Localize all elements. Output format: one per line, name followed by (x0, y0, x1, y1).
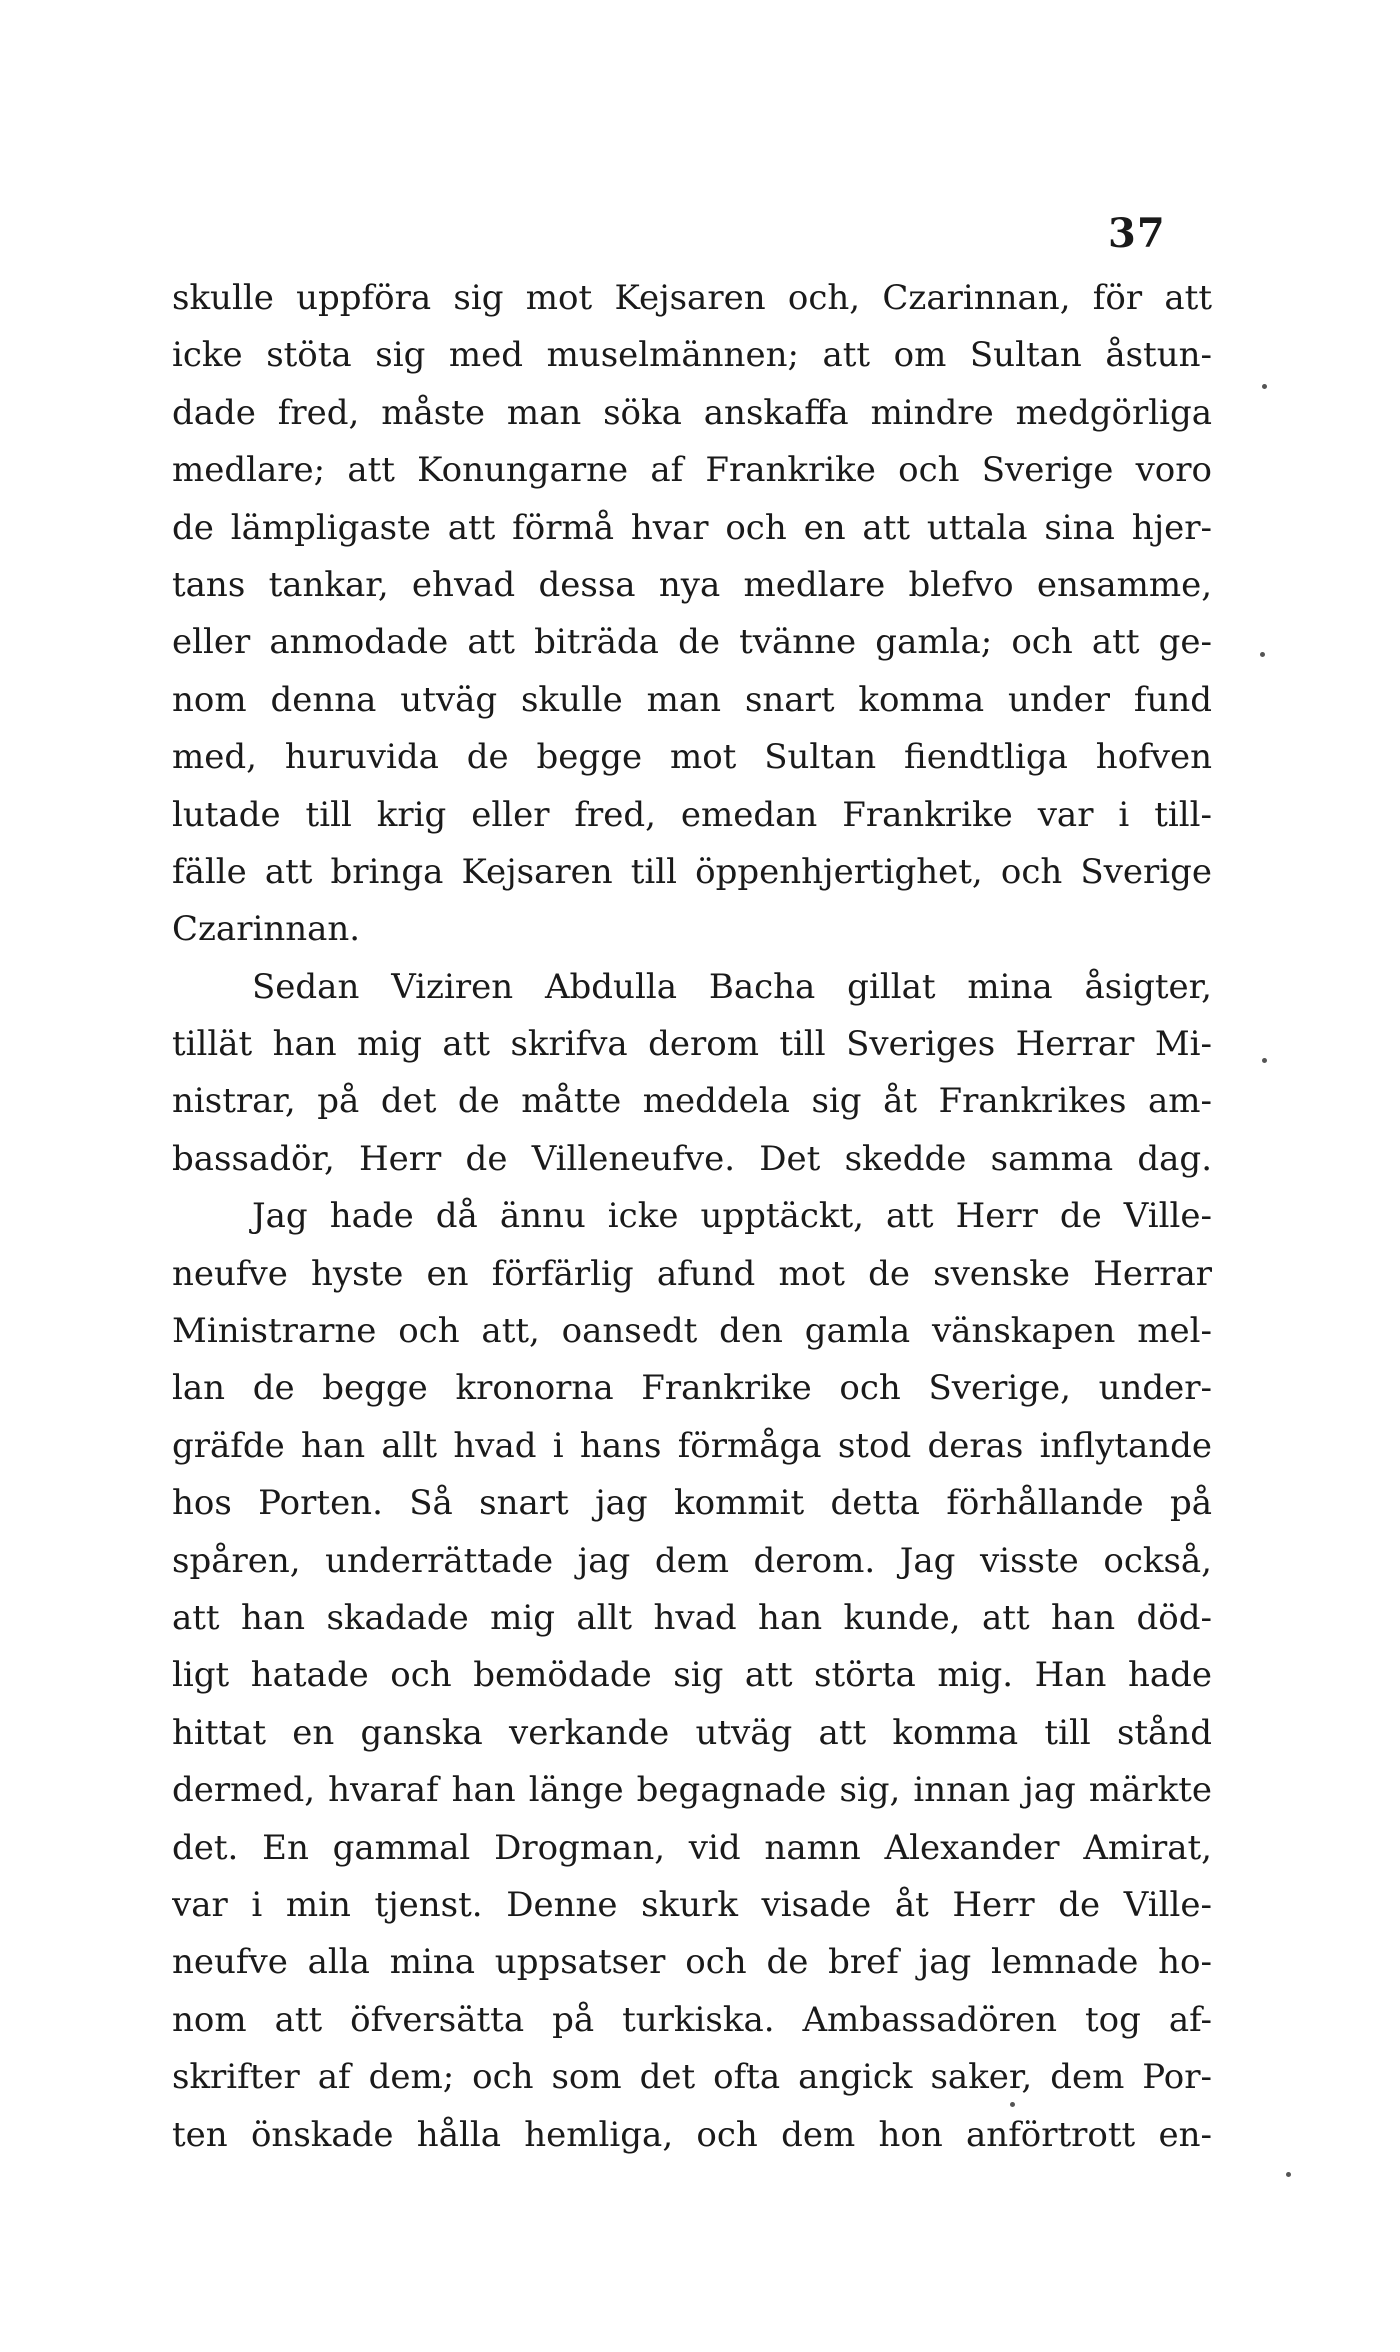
text-line-27: dermed, hvaraf han länge begagnade sig, innan jag märkte (172, 1770, 1212, 1811)
text-line-7: eller anmodade att biträda de tvänne gamla; och att ge- (172, 622, 1212, 663)
text-line-33: ten önskade hålla hemliga, och dem hon anförtrott en- (172, 2114, 1212, 2155)
text-line-14: tillät han mig att skrifva derom till Sveriges Herrar Mi- (172, 1024, 1212, 1065)
text-line-9: med, huruvida de begge mot Sultan fiendtliga hofven (172, 737, 1212, 778)
text-line-8: nom denna utväg skulle man snart komma under fund (172, 679, 1212, 720)
text-line-22: hos Porten. Så snart jag kommit detta förhållande på (172, 1483, 1212, 1524)
text-line-6: tans tankar, ehvad dessa nya medlare blefvo ensamme, (172, 564, 1212, 605)
text-line-24: att han skadade mig allt hvad han kunde, att han död- (172, 1597, 1212, 1638)
text-line-21: gräfde han allt hvad i hans förmåga stod deras inflytande (172, 1425, 1212, 1466)
text-line-1: skulle uppföra sig mot Kejsaren och, Czarinnan, för att (172, 278, 1212, 318)
text-line-20: lan de begge kronorna Frankrike och Sverige, under- (172, 1368, 1212, 1409)
scan-speck (1010, 2102, 1015, 2107)
text-line-30: neufve alla mina uppsatser och de bref jag lemnade ho- (172, 1942, 1212, 1983)
text-line-10: lutade till krig eller fred, emedan Frankrike var i till- (172, 794, 1212, 835)
text-line-23: spåren, underrättade jag dem derom. Jag visste också, (172, 1540, 1212, 1581)
text-line-2: icke stöta sig med muselmännen; att om Sultan åstun- (172, 335, 1212, 376)
text-line-29: var i min tjenst. Denne skurk visade åt Herr de Ville- (172, 1884, 1212, 1925)
text-line-26: hittat en ganska verkande utväg att komma till stånd (172, 1712, 1212, 1753)
text-line-32: skrifter af dem; och som det ofta angick saker, dem Por- (172, 2057, 1212, 2098)
text-line-3: dade fred, måste man söka anskaffa mindre medgörliga (172, 392, 1212, 433)
text-line-4: medlare; att Konungarne af Frankrike och Sverige voro (172, 450, 1212, 491)
scan-speck (1286, 2172, 1291, 2177)
text-line-11: fälle att bringa Kejsaren till öppenhjertighet, och Sverige (172, 851, 1212, 892)
text-line-15: nistrar, på det de måtte meddela sig åt Frankrikes am- (172, 1081, 1212, 1122)
body-text (172, 270, 1212, 2164)
text-line-16: bassadör, Herr de Villeneufve. Det skedde samma dag. (172, 1138, 1212, 1179)
text-line-17: Jag hade då ännu icke upptäckt, att Herr de Ville- (252, 1196, 1212, 1237)
scan-speck (1262, 1058, 1267, 1063)
scan-speck (1262, 384, 1267, 389)
text-line-12: Czarinnan. (172, 909, 361, 950)
page-number: 37 (1108, 210, 1166, 257)
scan-speck (1260, 652, 1265, 657)
text-line-18: neufve hyste en förfärlig afund mot de svenske Herrar (172, 1253, 1212, 1294)
text-line-5: de lämpligaste att förmå hvar och en att uttala sina hjer- (172, 507, 1212, 548)
text-line-28: det. En gammal Drogman, vid namn Alexander Amirat, (172, 1827, 1212, 1868)
text-line-25: ligt hatade och bemödade sig att störta mig. Han hade (172, 1655, 1212, 1696)
text-line-31: nom att öfversätta på turkiska. Ambassadören tog af- (172, 1999, 1212, 2040)
text-line-13: Sedan Viziren Abdulla Bacha gillat mina åsigter, (252, 966, 1212, 1007)
text-line-19: Ministrarne och att, oansedt den gamla vänskapen mel- (172, 1311, 1212, 1352)
